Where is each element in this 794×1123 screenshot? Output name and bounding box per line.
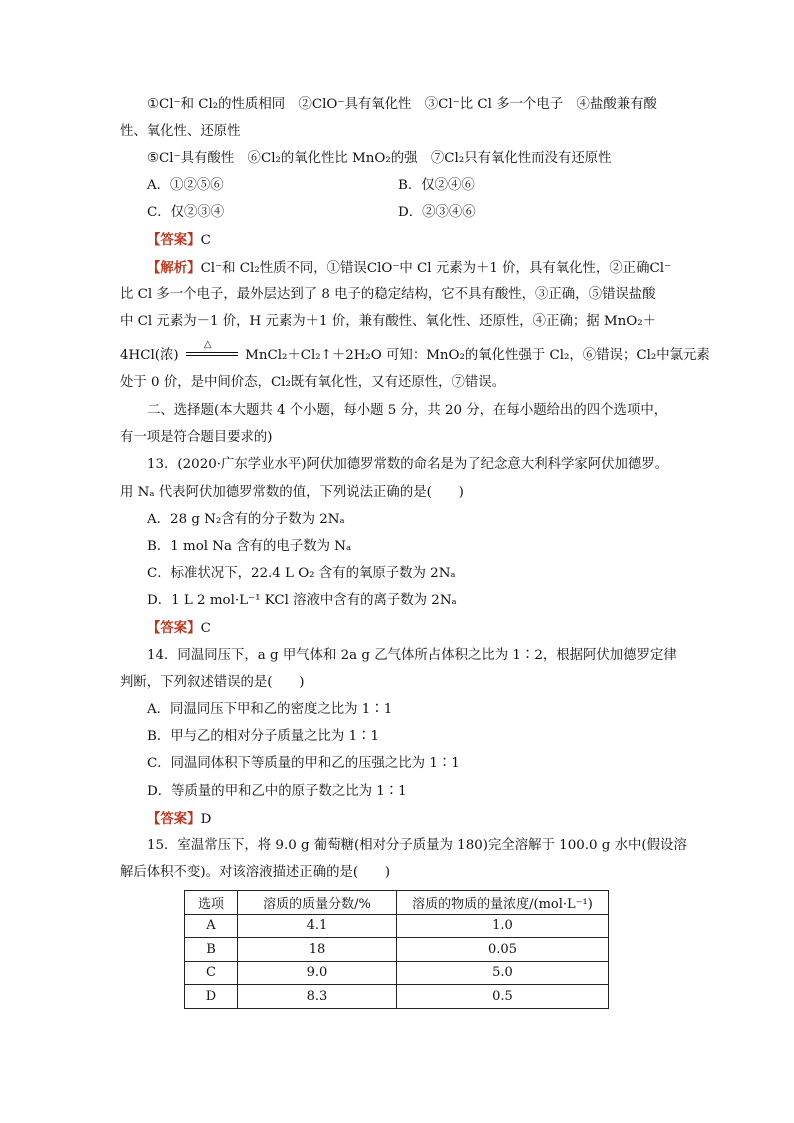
q12-option-a: A．①②⑤⑥ — [147, 178, 224, 193]
q12-statement-line2: 性、氧化性、还原性 — [120, 124, 241, 139]
table-row — [185, 914, 609, 938]
table-cell: B — [185, 938, 238, 962]
section2-heading-line1: 二、选择题(本大题共 4 个小题，每小题 5 分，共 20 分，在每小题给出的四个选项中， — [147, 403, 668, 418]
q12-option-b: B．仅②④⑥ — [398, 178, 475, 193]
table-cell: 8.3 — [238, 985, 397, 1009]
q13-answer-line — [147, 619, 211, 638]
q12-analysis-line3: 中 Cl 元素为－1 价，H 元素为＋1 价，兼有酸性、氧化性、还原性，④正确；据 MnO₂＋ — [120, 314, 656, 329]
table-row — [185, 961, 609, 985]
q12-statement-line3: ⑤Cl⁻具有酸性 ⑥Cl₂的氧化性比 MnO₂的强 ⑦Cl₂只有氧化性而没有还原性 — [147, 151, 612, 166]
q15-stem-line1: 15．室温常压下，将 9.0 g 葡萄糖(相对分子质量为 180)完全溶解于 100.0 g 水中(假设溶 — [147, 838, 687, 853]
table-cell: 1.0 — [397, 914, 609, 938]
q15-options-table — [184, 890, 609, 1009]
arrow-line-top — [186, 352, 238, 353]
arrow-line-bottom — [186, 355, 238, 356]
table-header-row — [185, 891, 609, 915]
q14-stem-line1: 14．同温同压下，a g 甲气体和 2a g 乙气体所占体积之比为 1∶2，根据阿伏加德罗定律 — [147, 648, 677, 663]
q13-answer-value: C — [200, 621, 211, 636]
q12-option-c: C．仅②③④ — [147, 205, 225, 220]
section2-heading-line2: 有一项是符合题目要求的) — [120, 430, 273, 445]
q13-option-d: D．1 L 2 mol·L⁻¹ KCl 溶液中含有的离子数为 2Nₐ — [147, 593, 457, 608]
table-cell: 5.0 — [397, 961, 609, 985]
answer-tag: 【答案】 — [147, 232, 201, 248]
q12-analysis-line5: 处于 0 价，是中间价态，Cl₂既有氧化性，又有还原性，⑦错误。 — [120, 375, 506, 390]
q12-statement-line1: ①Cl⁻和 Cl₂的性质相同 ②ClO⁻具有氧化性 ③Cl⁻比 Cl 多一个电子 ④盐酸兼有酸 — [147, 97, 657, 112]
table-header-option: 选项 — [185, 891, 238, 915]
table-cell: 4.1 — [238, 914, 397, 938]
q12-analysis-line2: 比 Cl 多一个电子，最外层达到了 8 电子的稳定结构，它不具有酸性，③正确，⑤错误盐酸 — [120, 287, 656, 302]
answer-tag: 【答案】 — [147, 811, 201, 827]
q14-option-b: B．甲与乙的相对分子质量之比为 1∶1 — [147, 729, 379, 744]
q12-answer-line — [147, 231, 211, 250]
analysis-tag: 【解析】 — [147, 260, 201, 276]
table-row — [185, 985, 609, 1009]
table-cell: 0.5 — [397, 985, 609, 1009]
q12-answer-value: C — [200, 233, 211, 248]
q14-option-a: A．同温同压下甲和乙的密度之比为 1∶1 — [147, 702, 393, 717]
q12-equation-reactants: 4HCl(浓) — [120, 348, 179, 363]
q14-answer-line — [147, 810, 211, 829]
q15-stem-line2: 解后体积不变)。对该溶液描述正确的是( ) — [120, 865, 391, 880]
table-cell: 18 — [238, 938, 397, 962]
q12-option-d: D．②③④⑥ — [398, 205, 476, 220]
q12-analysis-text1: Cl⁻和 Cl₂性质不同，①错误ClO⁻中 Cl 元素为＋1 价，具有氧化性，②正确Cl⁻ — [200, 261, 672, 276]
table-cell: 9.0 — [238, 961, 397, 985]
q14-option-c: C．同温同体积下等质量的甲和乙的压强之比为 1∶1 — [147, 756, 460, 771]
q14-option-d: D．等质量的甲和乙中的原子数之比为 1∶1 — [147, 784, 407, 799]
answer-tag: 【答案】 — [147, 620, 201, 636]
table-cell: C — [185, 961, 238, 985]
reaction-arrow — [186, 339, 238, 359]
q13-option-b: B．1 mol Na 含有的电子数为 Nₐ — [147, 539, 352, 554]
q12-analysis-line4 — [120, 339, 710, 365]
q14-stem-line2: 判断，下列叙述错误的是( ) — [120, 675, 305, 690]
heat-condition-symbol: △ — [203, 339, 212, 350]
table-header-mass-fraction: 溶质的质量分数/% — [238, 891, 397, 915]
q13-option-c: C．标准状况下，22.4 L O₂ 含有的氧原子数为 2Nₐ — [147, 566, 456, 581]
table-header-concentration: 溶质的物质的量浓度/(mol·L⁻¹) — [397, 891, 609, 915]
table-row — [185, 938, 609, 962]
q13-option-a: A．28 g N₂含有的分子数为 2Nₐ — [147, 512, 345, 527]
q13-stem-line2: 用 Nₐ 代表阿伏加德罗常数的值，下列说法正确的是( ) — [120, 485, 464, 500]
q14-answer-value: D — [200, 812, 212, 827]
q12-analysis-line1 — [147, 259, 671, 278]
q12-equation-products: MnCl₂＋Cl₂↑＋2H₂O 可知：MnO₂的氧化性强于 Cl₂，⑥错误；Cl₂中氯元素 — [245, 348, 710, 363]
table-cell: A — [185, 914, 238, 938]
table-cell: 0.05 — [397, 938, 609, 962]
table-cell: D — [185, 985, 238, 1009]
q13-stem-line1: 13．(2020·广东学业水平)阿伏加德罗常数的命名是为了纪念意大利科学家阿伏加德罗。 — [147, 457, 669, 472]
